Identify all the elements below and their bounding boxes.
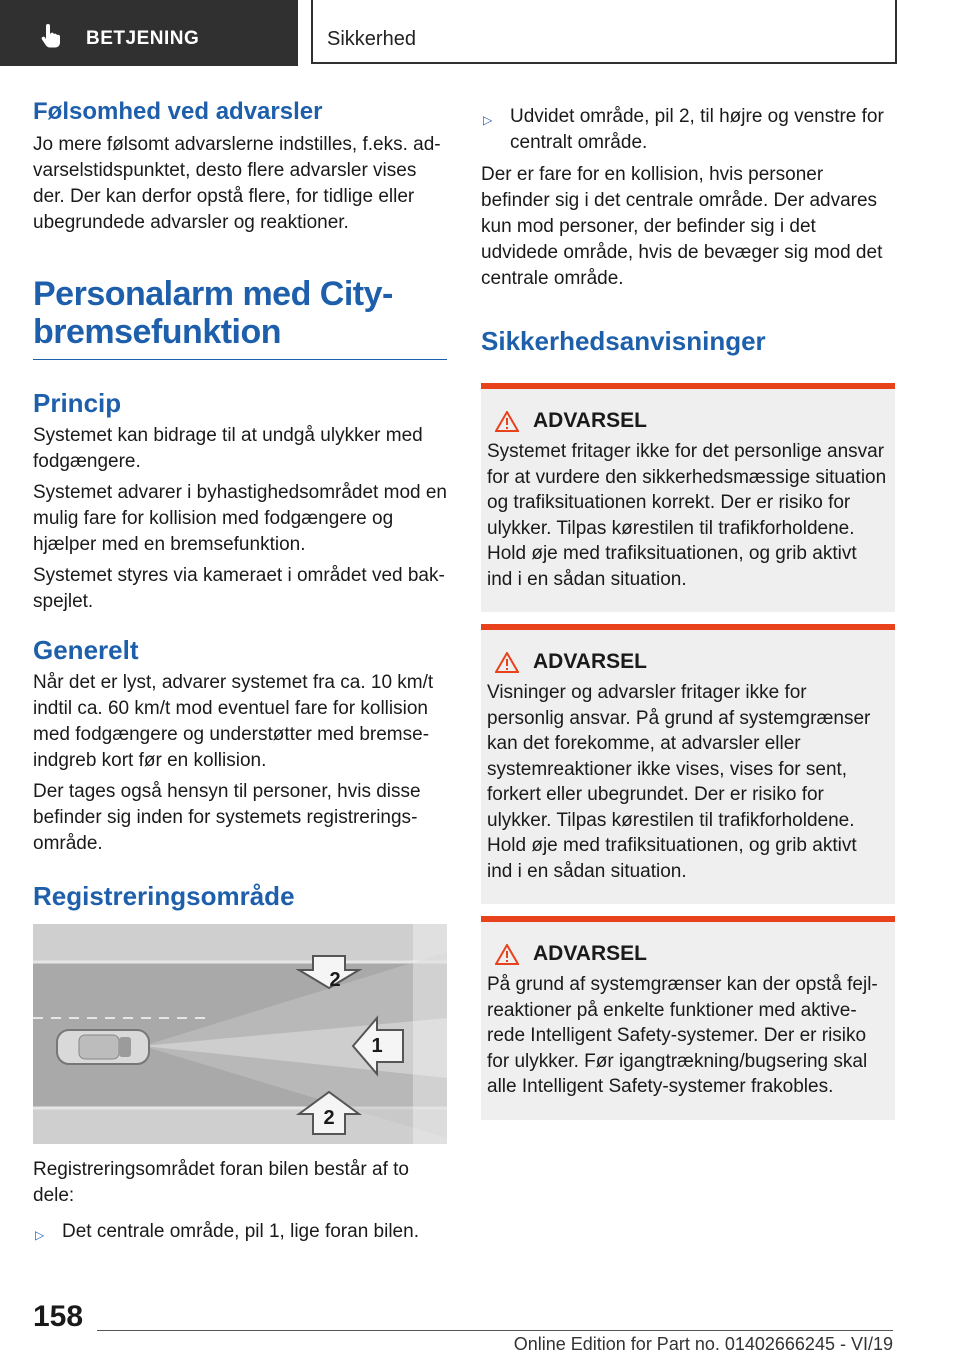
generelt-heading: Generelt (33, 635, 139, 665)
left-column (33, 98, 447, 912)
warning-triangle-icon (495, 652, 519, 673)
main-title (33, 275, 447, 360)
arrow-label-bottom: 2 (323, 1107, 335, 1129)
generelt-paragraph-2: Der tages også hensyn til personer, hvis disse befinder sig inden for systemets registreringsområde. (33, 781, 421, 854)
car-icon (57, 1030, 149, 1064)
generelt-paragraph-1: Når det er lyst, advarer systemet fra ca. 10 km/t indtil ca. 60 km/t mod eventuel fare for kollision med fodgængere og understøtter med bremseindgreb kort før en kollision. (33, 672, 434, 771)
warning-text: Systemet fritager ikke for det personlige ansvar for at vurdere den sikkerhedsmæssige situation og trafiksituationen korrekt. Der er risiko for ulykker. Tilpas kørestilen til trafikforholdene. Hold øje med trafiksituationen, og grib aktivt ind i en sådan situation. (487, 441, 887, 590)
chapter-title: Sikkerhed (327, 28, 416, 50)
arrow-label-center: 1 (371, 1035, 383, 1057)
detection-area-diagram (33, 924, 447, 1144)
arrow-label-top: 2 (329, 969, 341, 991)
bullet-triangle-icon: ▷ (483, 113, 493, 127)
safety-heading: Sikkerhedsanvisninger (481, 326, 766, 356)
sensitivity-text: Jo mere følsomt advarslerne indstilles, f.eks. advarselstidspunktet, desto flere advarsler vises der. Der kan derfor opstå flere, for tidlige eller ubegrundede advarsler og reaktioner. (33, 134, 441, 233)
registration-heading: Registreringsområde (33, 881, 295, 911)
princip-heading: Princip (33, 388, 122, 418)
section-title: BETJENING (86, 28, 200, 49)
section-tab (0, 0, 298, 66)
main-title-line-1: Personalarm med City- (33, 275, 393, 313)
warning-label: ADVARSEL (533, 942, 647, 965)
warning-text: På grund af systemgrænser kan der opstå fejlreaktioner på enkelte funktioner med aktiverede Intelligent Safety-systemer. Der er risiko for ulykker. Før igangtrækning/bugsering skal alle Intelligent Safety-systemer frakobles. (487, 974, 878, 1097)
warning-triangle-icon (495, 411, 519, 432)
princip-paragraph-2: Systemet advarer i byhastighedsområdet mod en mulig fare for kollision med fodgængere og hjælper med en bremsefunktion. (33, 482, 447, 555)
warning-text: Visninger og advarsler fritager ikke for personlig ansvar. På grund af systemgrænser kan det forekomme, at advarsler eller systemreaktioner ikke vises, vises for sent, forkert eller ubegrundet. Der er risiko for ulykker. Tilpas kørestilen til trafikforholdene. Hold øje med trafiksituationen, og grib aktivt ind i en sådan situation. (487, 682, 871, 882)
warning-label: ADVARSEL (533, 409, 647, 432)
page-number: 158 (33, 1300, 84, 1333)
list-item (33, 1219, 447, 1245)
chapter-tab (311, 0, 897, 64)
main-title-line-2: bremsefunktion (33, 313, 282, 351)
warning-triangle-icon (495, 944, 519, 965)
diagram-caption: Registreringsområdet foran bilen består af to dele: (33, 1159, 409, 1206)
footer-divider (97, 1330, 893, 1331)
sensitivity-heading: Følsomhed ved advarsler (33, 98, 323, 125)
bullet-text: Det centrale område, pil 1, lige foran bilen. (62, 1221, 419, 1242)
bullet-text: Udvidet område, pil 2, til højre og venstre for centralt område. (510, 106, 884, 153)
diagram-caption-block (33, 1157, 447, 1245)
princip-paragraph-1: Systemet kan bidrage til at undgå ulykker med fodgængere. (33, 425, 423, 472)
princip-paragraph-3: Systemet styres via kameraet i området ved bakspejlet. (33, 565, 445, 612)
footer-edition: Online Edition for Part no. 01402666245 - VI/19 (513, 1334, 893, 1354)
collision-paragraph: Der er fare for en kollision, hvis personer befinder sig i det centrale område. Der advares kun mod personer, der befinder sig i det udvidede område, hvis de bevæger sig mod det centrale område. (481, 164, 883, 289)
warning-box (481, 383, 895, 612)
bullet-triangle-icon: ▷ (35, 1228, 45, 1242)
warning-label: ADVARSEL (533, 650, 647, 673)
right-column (481, 104, 895, 1120)
warning-box (481, 916, 895, 1120)
warning-box (481, 624, 895, 904)
hand-pointer-icon (40, 24, 62, 48)
list-item (481, 104, 895, 156)
